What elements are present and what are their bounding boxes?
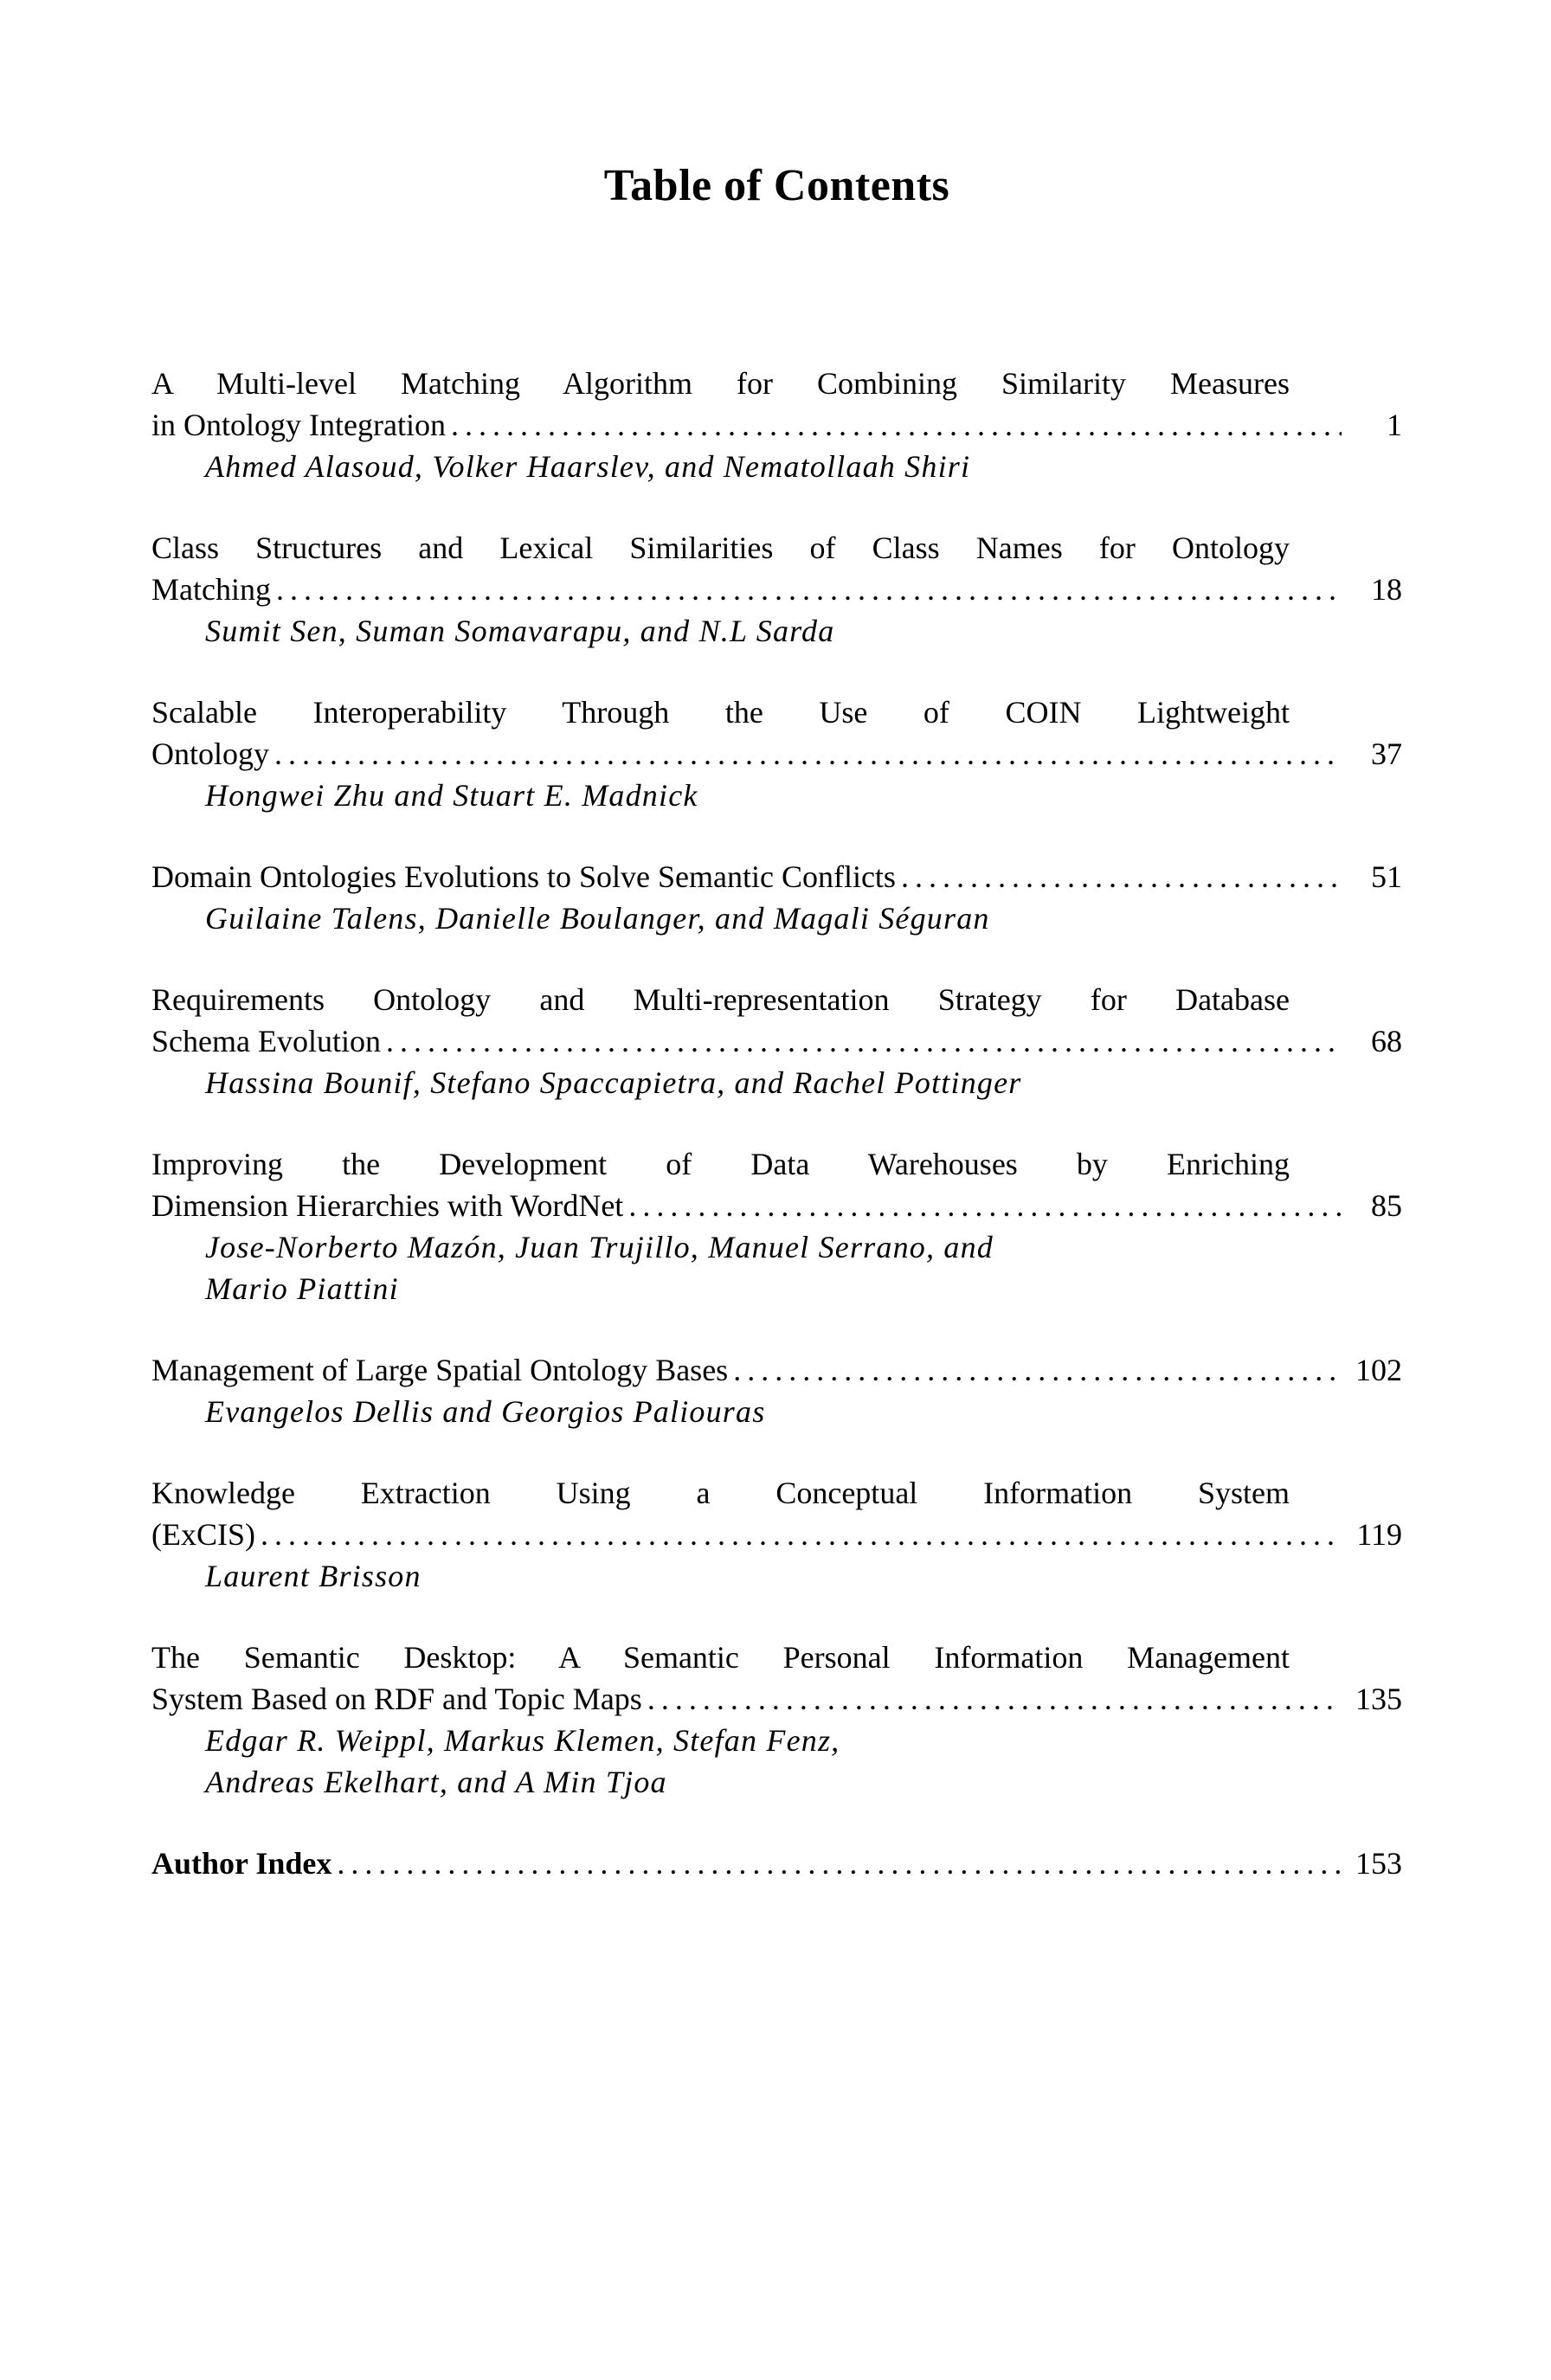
toc-entry [151,691,1402,816]
entry-title-text: Matching [151,572,271,607]
entry-authors: Mario Piattini [205,1271,399,1306]
entry-title-leader-row [151,1514,1402,1555]
entry-authors: Guilaine Talens, Danielle Boulanger, and Magali Séguran [205,901,990,936]
dotted-leader [337,1843,1342,1884]
entry-authors: Andreas Ekelhart, and A Min Tjoa [205,1765,667,1799]
entry-page-number: 1 [1387,408,1402,442]
dotted-leader [386,1020,1342,1062]
entry-authors: Hassina Bounif, Stefano Spaccapietra, and Rachel Pottinger [205,1065,1022,1100]
toc-entry [151,1637,1402,1803]
entry-title-text: Ontology [151,737,270,771]
entry-authors: Jose-Norberto Mazón, Juan Trujillo, Manuel Serrano, and [205,1230,994,1264]
entry-title-text: Schema Evolution [151,1024,381,1058]
dotted-leader [261,1514,1342,1555]
entry-title-leader-row [151,1678,1402,1720]
toc-entry [151,1472,1402,1597]
entry-authors: Hongwei Zhu and Stuart E. Madnick [205,778,698,813]
dotted-leader [628,1185,1342,1226]
entry-title-line: A Multi-level Matching Algorithm for Combining Similarity Measures [151,366,1290,401]
toc-entry [151,979,1402,1103]
dotted-leader [274,733,1342,775]
entry-page-number: 102 [1355,1353,1402,1387]
entry-title-leader-row [151,1349,1402,1391]
entry-title-line: Knowledge Extraction Using a Conceptual Information System [151,1476,1290,1510]
entry-page-number: 85 [1371,1188,1402,1223]
entry-authors: Ahmed Alasoud, Volker Haarslev, and Nematollaah Shiri [205,449,971,484]
toc-entry [151,527,1402,652]
entry-title-line: Class Structures and Lexical Similarities of Class Names for Ontology [151,531,1290,565]
entry-page-number: 37 [1371,737,1402,771]
entry-authors: Sumit Sen, Suman Somavarapu, and N.L Sarda [205,614,835,648]
entry-title-leader-row [151,1185,1402,1226]
entry-page-number: 153 [1355,1846,1402,1881]
entry-title-text: Dimension Hierarchies with WordNet [151,1188,624,1223]
dotted-leader [647,1678,1342,1720]
entry-page-number: 68 [1371,1024,1402,1058]
toc-entry-list [151,363,1402,1884]
toc-entry [151,1143,1402,1309]
entry-title-leader-row [151,733,1402,775]
dotted-leader [733,1349,1342,1391]
entry-authors: Evangelos Dellis and Georgios Paliouras [205,1394,766,1429]
entry-title-line: The Semantic Desktop: A Semantic Personal Information Management [151,1640,1290,1675]
entry-title-text: (ExCIS) [151,1517,255,1552]
entry-title-leader-row [151,1020,1402,1062]
entry-title-text: Author Index [151,1846,332,1881]
dotted-leader [901,856,1342,897]
dotted-leader [451,404,1342,446]
entry-title-text: in Ontology Integration [151,408,446,442]
toc-entry [151,856,1402,939]
entry-title-line: Scalable Interoperability Through the Use of COIN Lightweight [151,695,1290,730]
entry-title-leader-row [151,1843,1402,1884]
dotted-leader [276,569,1342,610]
entry-title-line: Improving the Development of Data Warehouses by Enriching [151,1147,1290,1181]
entry-title-leader-row [151,569,1402,610]
toc-entry-author-index [151,1843,1402,1884]
entry-page-number: 51 [1371,859,1402,894]
entry-title-leader-row [151,856,1402,897]
page-title: Table of Contents [603,161,950,210]
entry-authors: Edgar R. Weippl, Markus Klemen, Stefan Fenz, [205,1723,840,1758]
entry-title-text: System Based on RDF and Topic Maps [151,1682,642,1716]
entry-page-number: 135 [1355,1682,1402,1716]
entry-page-number: 119 [1356,1517,1402,1552]
toc-entry [151,1349,1402,1432]
entry-authors: Laurent Brisson [205,1559,422,1593]
toc-entry [151,363,1402,487]
entry-title-leader-row [151,404,1402,446]
entry-title-text: Domain Ontologies Evolutions to Solve Semantic Conflicts [151,859,896,894]
entry-page-number: 18 [1371,572,1402,607]
entry-title-line: Requirements Ontology and Multi-representation Strategy for Database [151,982,1290,1017]
entry-title-text: Management of Large Spatial Ontology Bases [151,1353,729,1387]
